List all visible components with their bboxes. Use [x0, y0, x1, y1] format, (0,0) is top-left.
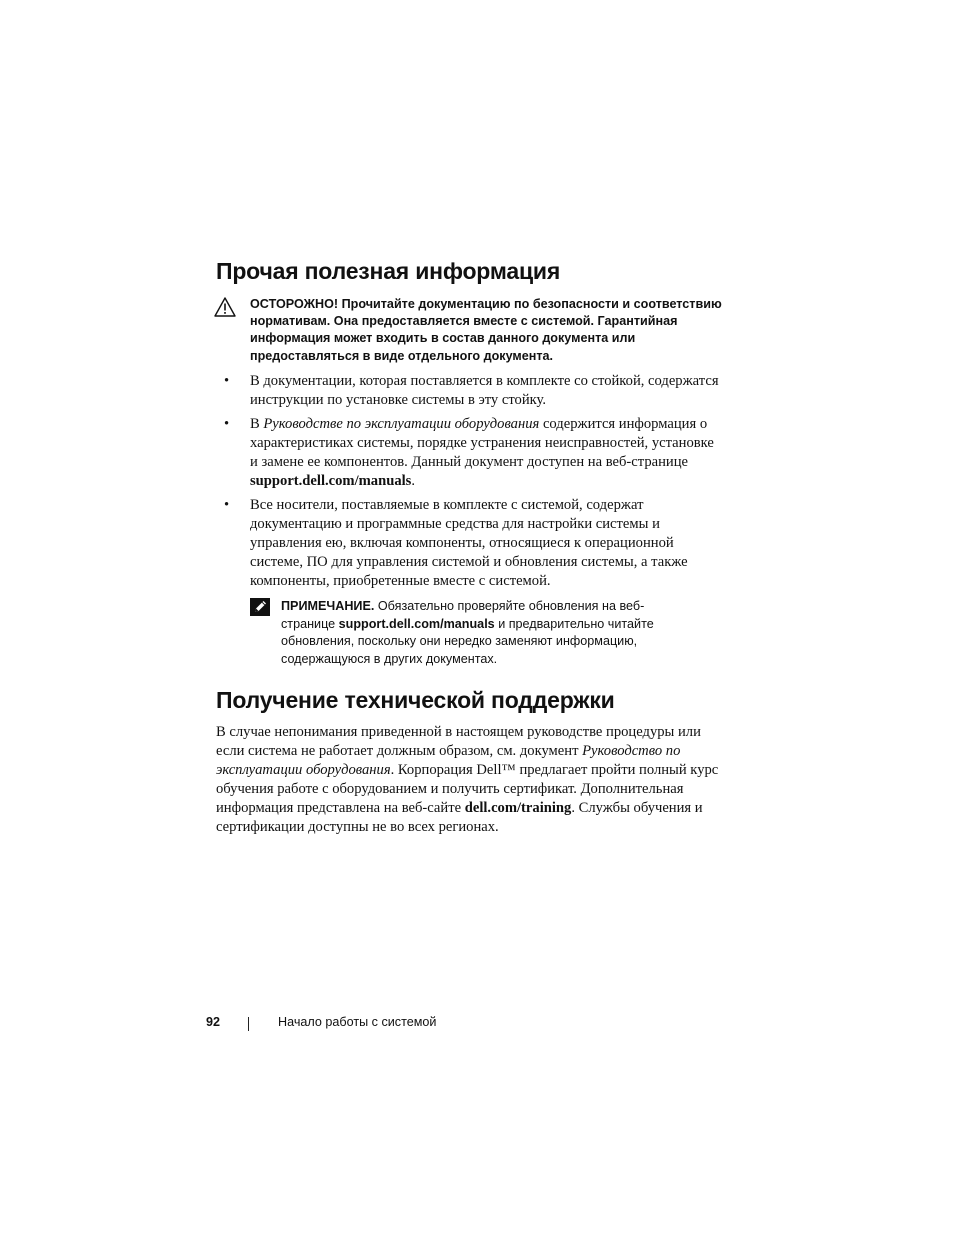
bullet-text-mid: содержится информация о характеристиках системы, порядке устранения неисправностей, установке и замене ее компонентов. Данный документ доступен на веб-странице: [250, 416, 714, 470]
note-pre: Обязательно проверяйте обновления на веб-странице: [281, 599, 645, 631]
list-item: [224, 496, 724, 591]
bullet-glyph: •: [224, 416, 230, 432]
note-post: и предварительно читайте обновления, поскольку они нередко заменяют информацию, содержащуюся в других документах.: [281, 616, 654, 666]
page-number: 92: [206, 1015, 221, 1029]
para-pre: В случае непонимания приведенной в настоящем руководстве процедуры или если система не работает должным образом, см. документ: [216, 724, 701, 759]
info-bullet-list: [224, 372, 724, 596]
bullet-text-post: .: [411, 473, 416, 489]
caution-body: Прочитайте документацию по безопасности и соответствию нормативам. Она предоставляется вместе с системой. Гарантийная информация может входить в состав данного документа или предоставляться в виде отдельного документа.: [250, 297, 722, 363]
caution-label: ОСТОРОЖНО!: [250, 297, 339, 311]
note-label: ПРИМЕЧАНИЕ.: [281, 599, 375, 613]
bullet-glyph: •: [224, 373, 230, 389]
list-item: [224, 415, 724, 491]
bullet-text: Все носители, поставляемые в комплекте с системой, содержат документацию и программные средства для настройки системы и управления ею, включая компоненты, относящиеся к операционной системе, ПО для управления системой и обновления системы, а также компоненты, приобретенные вместе с системой.: [250, 497, 688, 589]
para-post: . Службы обучения и сертификации доступны не во всех регионах.: [216, 800, 703, 835]
footer-divider: [248, 1017, 249, 1031]
training-url: dell.com/training: [464, 800, 572, 816]
section-heading-tech-support: Получение технической поддержки: [216, 687, 615, 713]
bullet-text: В документации, которая поставляется в комплекте со стойкой, содержатся инструкции по установке системы в эту стойку.: [250, 373, 719, 408]
footer-title: Начало работы с системой: [278, 1015, 437, 1029]
note-url: support.dell.com/manuals: [338, 616, 495, 631]
hardware-manual-title: Руководство по эксплуатации оборудования: [216, 743, 681, 778]
note-pencil-icon: [250, 598, 270, 616]
page-footer: [0, 1015, 954, 1035]
manuals-url: support.dell.com/manuals: [250, 473, 412, 489]
section-heading-other-info: Прочая полезная информация: [216, 258, 561, 284]
bullet-glyph: •: [224, 497, 230, 513]
hardware-manual-title: Руководстве по эксплуатации оборудования: [263, 416, 540, 432]
caution-triangle-icon: [214, 297, 236, 317]
bullet-text-pre: В: [250, 416, 264, 432]
note-text: [281, 598, 671, 668]
list-item: [224, 372, 724, 410]
support-paragraph: [216, 723, 726, 837]
para-mid: . Корпорация Dell™ предлагает пройти полный курс обучения работе с оборудованием и получить сертификат. Дополнительная информация представлена на веб-сайте: [216, 762, 719, 816]
caution-text: [250, 296, 730, 365]
